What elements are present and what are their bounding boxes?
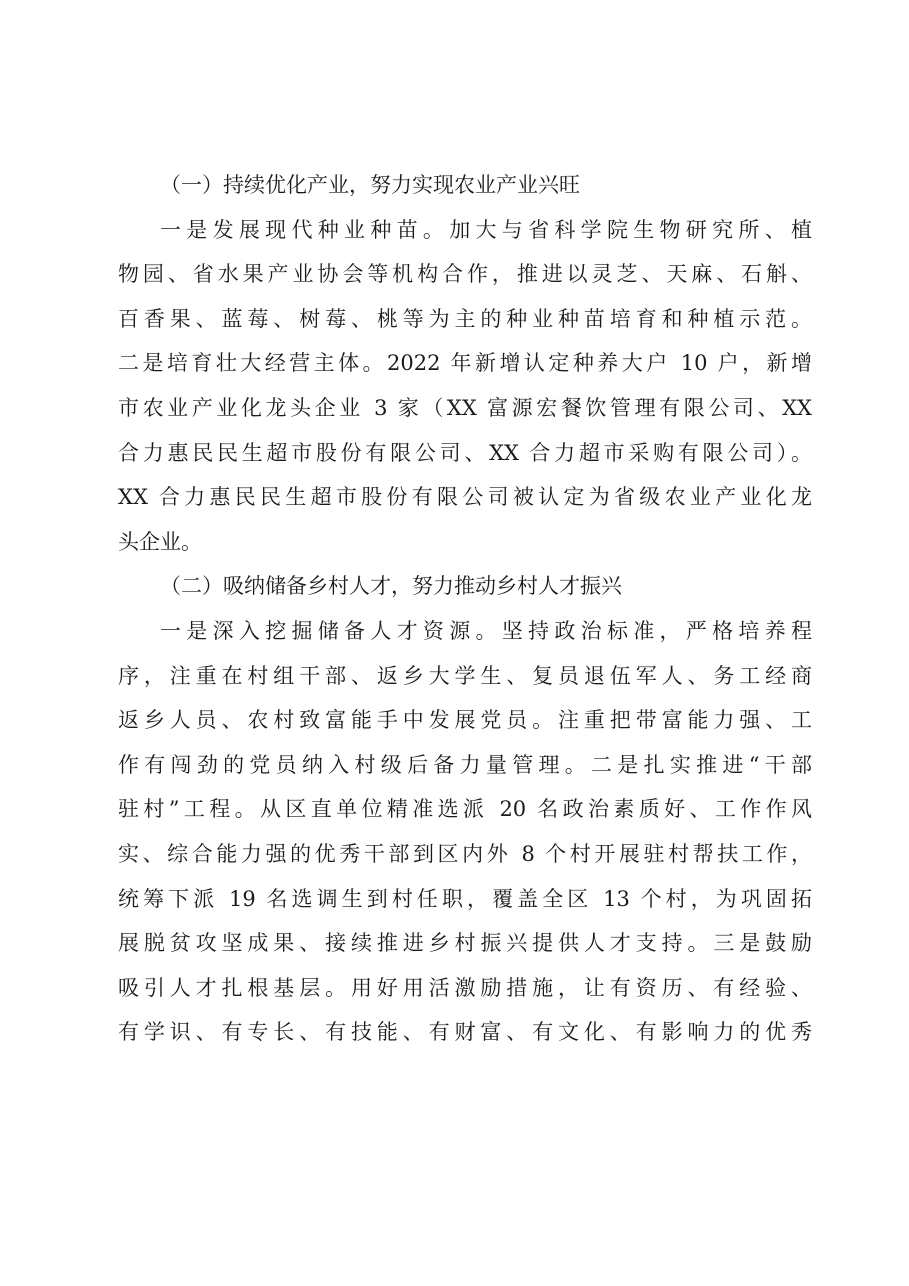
section-heading-1: （一）持续优化产业，努力实现农业产业兴旺 (160, 173, 580, 197)
paragraph-line: 作有闯劲的党员纳入村级后备力量管理。二是扎实推进“干部 (118, 752, 812, 777)
paragraph-line: 百香果、蓝莓、树莓、桃等为主的种业种苗培育和种植示范。 (118, 306, 812, 331)
paragraph-line: 市农业产业化龙头企业 3 家（XX 富源宏餐饮管理有限公司、XX (118, 395, 812, 420)
paragraph-line: 一是发展现代种业种苗。加大与省科学院生物研究所、植 (160, 217, 812, 242)
paragraph-line: 吸引人才扎根基层。用好用活激励措施，让有资历、有经验、 (118, 975, 812, 1000)
paragraph-line: 序，注重在村组干部、返乡大学生、复员退伍军人、务工经商 (118, 663, 812, 688)
paragraph-line: 物园、省水果产业协会等机构合作，推进以灵芝、天麻、石斛、 (118, 262, 812, 287)
paragraph-line: 一是深入挖掘储备人才资源。坚持政治标准，严格培养程 (160, 618, 812, 643)
paragraph-line: 驻村”工程。从区直单位精准选派 20 名政治素质好、工作作风 (118, 797, 812, 822)
paragraph-line: 合力惠民民生超市股份有限公司、XX 合力超市采购有限公司）。 (118, 440, 812, 465)
section-heading-2: （二）吸纳储备乡村人才，努力推动乡村人才振兴 (160, 574, 622, 599)
paragraph-line: XX 合力惠民民生超市股份有限公司被认定为省级农业产业化龙 (118, 485, 812, 510)
paragraph-line: 返乡人员、农村致富能手中发展党员。注重把带富能力强、工 (118, 708, 812, 733)
document-body (118, 163, 812, 1055)
paragraph-line: 展脱贫攻坚成果、接续推进乡村振兴提供人才支持。三是鼓励 (118, 931, 812, 956)
paragraph-line: 实、综合能力强的优秀干部到区内外 8 个村开展驻村帮扶工作， (118, 841, 812, 866)
paragraph-line: 统筹下派 19 名选调生到村任职，覆盖全区 13 个村，为巩固拓 (118, 886, 812, 911)
paragraph-line: 头企业。 (118, 529, 202, 554)
paragraph-line: 二是培育壮大经营主体。2022 年新增认定种养大户 10 户，新增 (118, 351, 812, 376)
paragraph-line: 有学识、有专长、有技能、有财富、有文化、有影响力的优秀 (118, 1020, 812, 1045)
